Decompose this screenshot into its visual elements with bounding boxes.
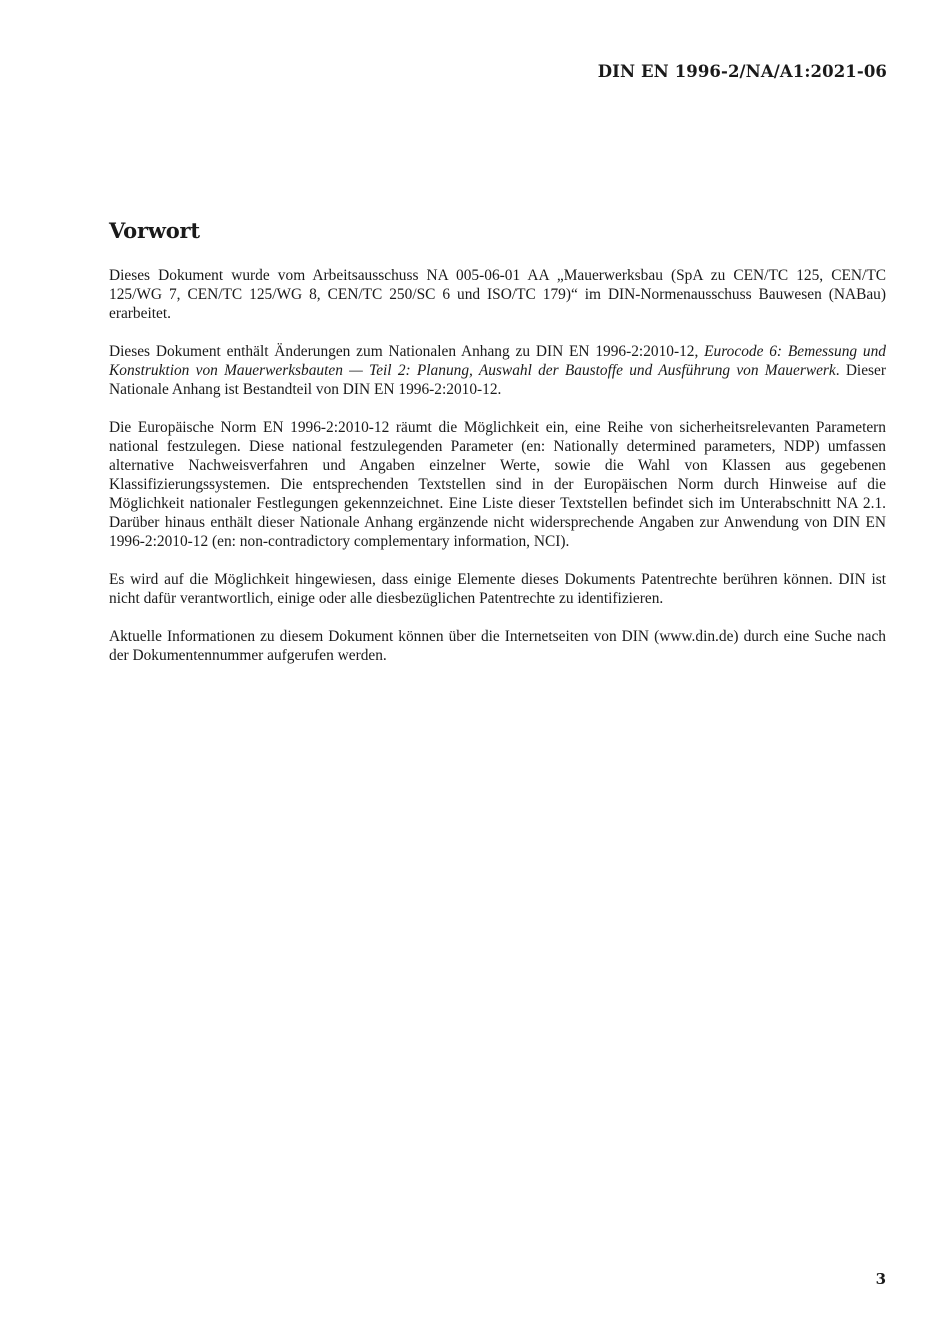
paragraph-amendments <box>109 342 886 399</box>
paragraph-information: Aktuelle Informationen zu diesem Dokument können über die Internetseiten von DIN (www.din.de) durch eine Suche nach der Dokumentennummer aufgerufen werden. <box>109 628 886 664</box>
paragraph-patents: Es wird auf die Möglichkeit hingewiesen, dass einige Elemente dieses Dokuments Patentrechte berühren können. DIN ist nicht dafür verantwortlich, einige oder alle diesbezüglichen Patentrechte zu identifizieren. <box>109 571 886 607</box>
document-id: DIN EN 1996-2/NA/A1:2021-06 <box>597 62 887 81</box>
paragraph-amendments-start: Dieses Dokument enthält Änderungen zum Nationalen Anhang zu DIN EN 1996-2:2010-12, <box>109 343 705 360</box>
foreword-body <box>109 266 886 684</box>
page-number: 3 <box>875 1270 886 1288</box>
section-title: Vorwort <box>109 218 200 243</box>
eurocode-title: Eurocode 6: Bemessung und Konstruktion von Mauerwerksbauten — Teil 2: Planung, Auswahl der Baustoffe und Ausführung von Mauerwerk <box>109 343 886 379</box>
paragraph-amendments-end: . Dieser Nationale Anhang ist Bestandteil von DIN EN 1996-2:2010-12. <box>109 362 886 398</box>
paragraph-committee: Dieses Dokument wurde vom Arbeitsausschuss NA 005-06-01 AA „Mauerwerksbau (SpA zu CEN/TC 125, CEN/TC 125/WG 7, CEN/TC 125/WG 8, CEN/TC 250/SC 6 und ISO/TC 179)“ im DIN-Normenausschuss Bauwesen (NABau) erarbeitet. <box>109 267 886 322</box>
paragraph-ndp: Die Europäische Norm EN 1996-2:2010-12 räumt die Möglichkeit ein, eine Reihe von sicherheitsrelevanten Parametern national festzulegen. Diese national festzulegenden Parameter (en: Nationally determined parameters, NDP) umfassen alternative Nachweisverfahren und Angaben einzelner Werte, sowie die Wahl von Klassen aus gegebenen Klassifizierungssystemen. Die entsprechenden Textstellen sind in der Europäischen Norm durch Hinweise auf die Möglichkeit nationaler Festlegungen gekennzeichnet. Eine Liste dieser Textstellen befindet sich im Unterabschnitt NA 2.1. Darüber hinaus enthält dieser Nationale Anhang ergänzende nicht widersprechende Angaben zur Anwendung von DIN EN 1996-2:2010-12 (en: non-contradictory complementary information, NCI). <box>109 419 886 550</box>
